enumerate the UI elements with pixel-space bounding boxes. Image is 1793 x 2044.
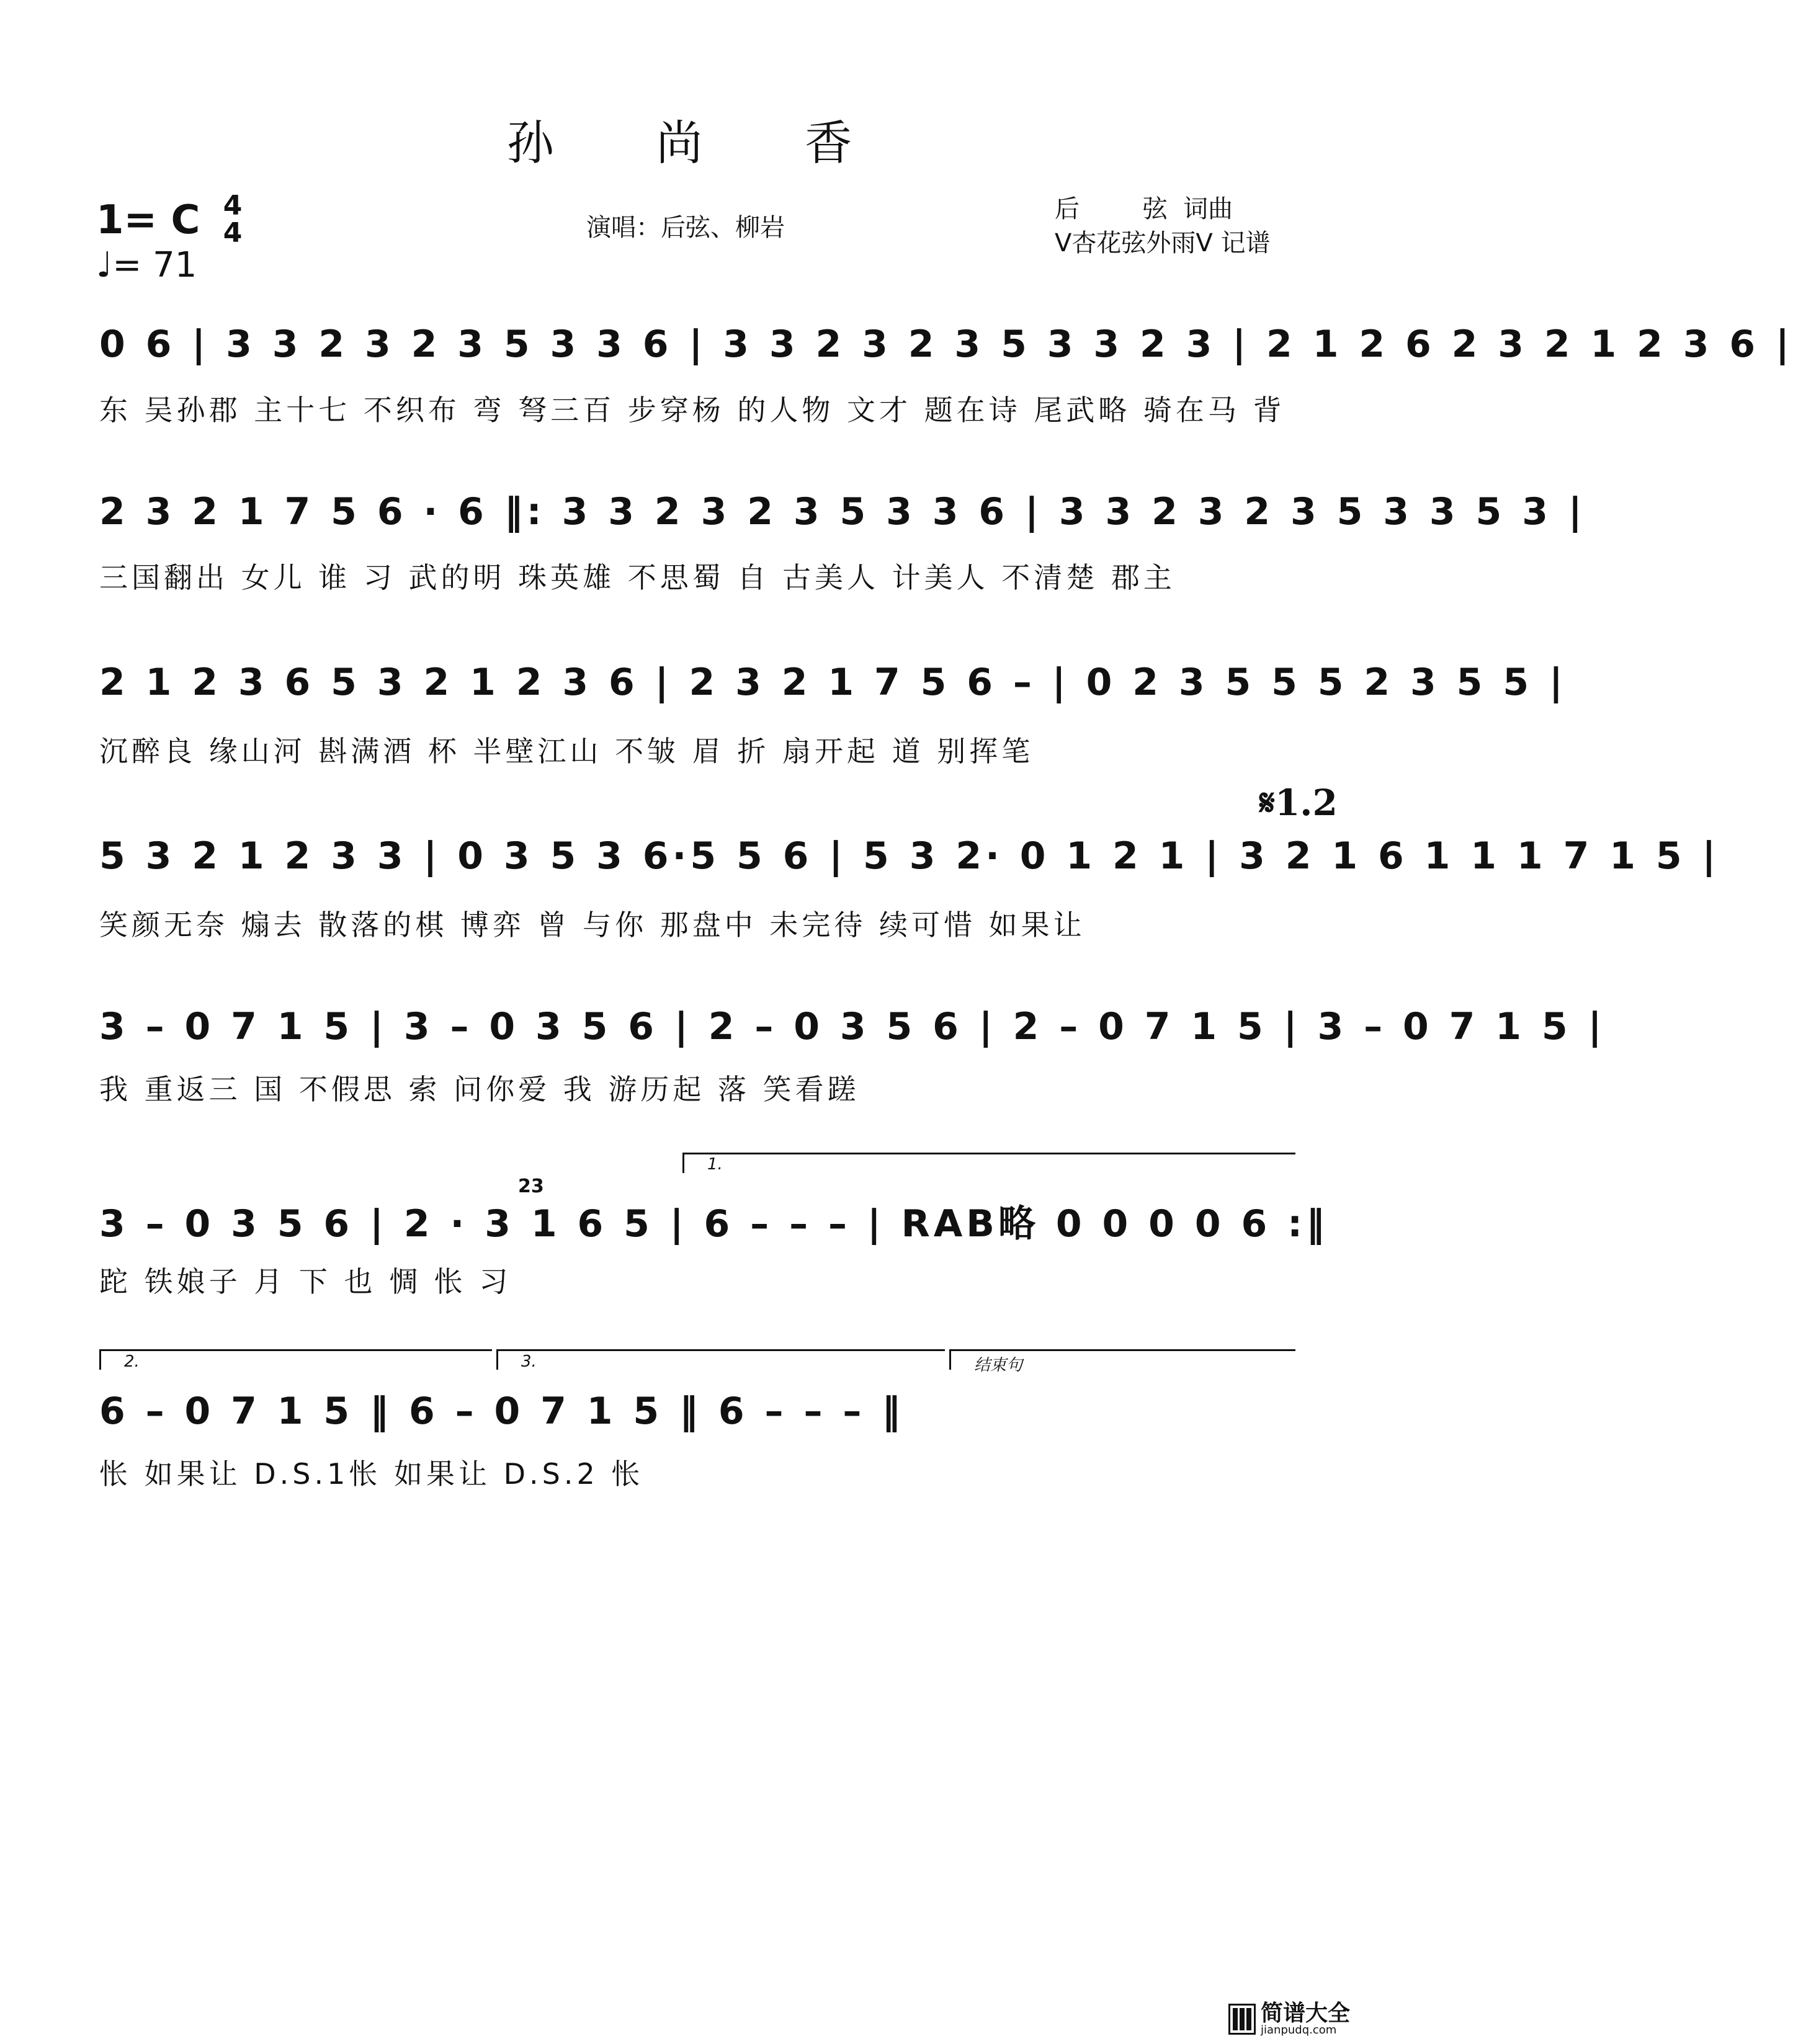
time-signature-bottom: 4 — [223, 217, 243, 249]
notation-row-2: 2 3 2 1 7 5 6 · 6 ‖: 3 3 2 3 2 3 5 3 3 6 | 3 3 2 3 2 3 5 3 3 5 3 | — [99, 490, 1586, 533]
lyrics-row-1: 东 吴孙郡 主十七 不织布 弯 弩三百 步穿杨 的人物 文才 题在诗 尾武略 骑在马 背 — [99, 393, 1286, 427]
notation-row-4: 5 3 2 1 2 3 3 | 0 3 5 3 6·5 5 6 | 5 3 2· 0 1 2 1 | 3 2 1 6 1 1 1 7 1 5 | — [99, 834, 1720, 878]
lyrics-row-2: 三国翻出 女儿 谁 习 武的明 珠英雄 不思蜀 自 古美人 计美人 不清楚 郡主 — [99, 561, 1176, 594]
notation-row-6: 3 – 0 3 5 6 | 2 · 3 1 6 5 | 6 – – – | RAB略 0 0 0 0 6 :‖ — [99, 1202, 1329, 1246]
segno-marking: 𝄋1.2 — [1259, 782, 1338, 824]
logo-name: 简谱大全 — [1261, 2001, 1351, 2026]
notation-row-5: 3 – 0 7 1 5 | 3 – 0 3 5 6 | 2 – 0 3 5 6 | 2 – 0 7 1 5 | 3 – 0 7 1 5 | — [99, 1005, 1606, 1048]
logo-url: jianpudq.com — [1261, 2024, 1337, 2037]
singer-credit: 演唱：后弦、柳岩 — [586, 213, 785, 242]
time-signature — [217, 192, 248, 247]
grace-note: 23 — [518, 1176, 544, 1197]
composer-credit: 后 弦 词曲 — [1055, 195, 1233, 223]
volta-label-2: 2. — [124, 1352, 140, 1371]
site-logo — [1228, 2001, 1384, 2038]
volta-bracket-3 — [496, 1349, 945, 1370]
transcriber-credit: V杏花弦外雨V 记谱 — [1055, 229, 1271, 257]
piano-icon — [1228, 2004, 1256, 2035]
lyrics-row-3: 沉醉良 缘山河 斟满酒 杯 半壁江山 不皱 眉 折 扇开起 道 别挥笔 — [99, 734, 1034, 768]
page-title: 孙 尚 香 — [506, 115, 896, 171]
lyrics-row-7: 怅 如果让 D.S.1怅 如果让 D.S.2 怅 — [99, 1457, 644, 1491]
volta-bracket-2 — [99, 1349, 492, 1370]
time-signature-top: 4 — [223, 190, 243, 221]
lyrics-row-4: 笑颜无奈 煽去 散落的棋 博弈 曾 与你 那盘中 未完待 续可惜 如果让 — [99, 908, 1086, 942]
volta-label-3: 3. — [521, 1352, 537, 1371]
volta-label-1: 1. — [707, 1155, 723, 1174]
volta-bracket-1 — [682, 1153, 1295, 1173]
key-signature: 1= C — [96, 197, 200, 243]
notation-row-1: 0 6 | 3 3 2 3 2 3 5 3 3 6 | 3 3 2 3 2 3 5 3 3 2 3 | 2 1 2 6 2 3 2 1 2 3 6 | — [99, 323, 1793, 366]
notation-row-7: 6 – 0 7 1 5 ‖ 6 – 0 7 1 5 ‖ 6 – – – ‖ — [99, 1390, 905, 1433]
lyrics-row-6: 跎 铁娘子 月 下 也 惆 怅 习 — [99, 1265, 512, 1298]
lyrics-row-5: 我 重返三 国 不假思 索 问你爱 我 游历起 落 笑看蹉 — [99, 1073, 860, 1106]
ending-label: 结束句 — [974, 1356, 1023, 1375]
notation-row-3: 2 1 2 3 6 5 3 2 1 2 3 6 | 2 3 2 1 7 5 6 – | 0 2 3 5 5 5 2 3 5 5 | — [99, 661, 1567, 704]
tempo-marking: ♩= 71 — [96, 245, 197, 285]
